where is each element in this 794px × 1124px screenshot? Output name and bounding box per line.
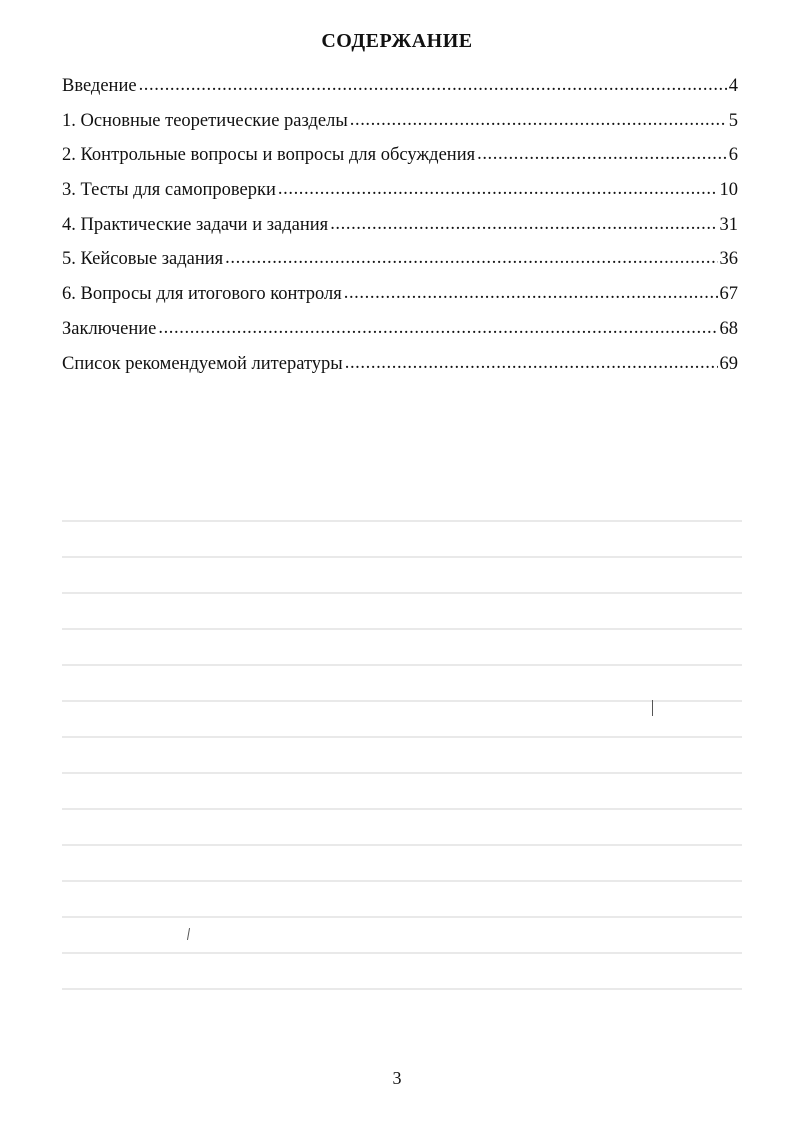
toc-leader-dots (350, 110, 727, 131)
toc-entry-introduction[interactable] (62, 76, 738, 111)
toc-entry-conclusion[interactable] (62, 319, 738, 354)
toc-entry-theory[interactable] (62, 111, 738, 146)
toc-entry-cases[interactable] (62, 249, 738, 284)
toc-entry-references[interactable] (62, 354, 738, 389)
toc-entry-page: 5 (728, 110, 738, 131)
toc-entry-page: 68 (719, 318, 738, 339)
toc-leader-dots (139, 75, 727, 96)
toc-entry-page: 31 (719, 214, 738, 235)
toc-leader-dots (344, 283, 718, 304)
scan-mark (187, 928, 190, 940)
toc-leader-dots (225, 248, 717, 269)
page-title: СОДЕРЖАНИЕ (321, 30, 473, 52)
toc-entry-page: 67 (719, 284, 738, 305)
toc-entry-tests[interactable] (62, 180, 738, 215)
toc-leader-dots (158, 318, 717, 339)
toc-entry-label: Список рекомендуемой литературы (62, 353, 343, 374)
toc-entry-page: 36 (719, 249, 738, 270)
toc-entry-page: 6 (728, 145, 738, 166)
toc-entry-label: 4. Практические задачи и задания (62, 214, 329, 235)
toc-entry-label: 1. Основные теоретические разделы (62, 110, 348, 131)
toc-entry-label: 3. Тесты для самопроверки (62, 180, 276, 201)
toc-entry-page: 10 (719, 180, 738, 201)
toc-entry-label: 2. Контрольные вопросы и вопросы для обсуждения (62, 145, 476, 166)
toc-entry-final-control[interactable] (62, 284, 738, 319)
toc-leader-dots (330, 214, 717, 235)
toc-leader-dots (278, 179, 718, 200)
toc-entry-page: 69 (719, 353, 738, 374)
toc-leader-dots (345, 353, 718, 374)
scan-mark (652, 700, 653, 716)
toc-leader-dots (477, 144, 727, 165)
page-number: 3 (392, 1068, 402, 1088)
toc-entry-practical[interactable] (62, 215, 738, 250)
toc-entry-label: Введение (62, 76, 137, 96)
toc-entry-label: Заключение (62, 318, 157, 339)
toc-entry-page: 4 (728, 76, 738, 96)
toc-entry-label: 5. Кейсовые задания (62, 249, 224, 270)
table-of-contents (62, 76, 738, 388)
toc-entry-questions[interactable] (62, 145, 738, 180)
toc-entry-label: 6. Вопросы для итогового контроля (62, 284, 342, 305)
